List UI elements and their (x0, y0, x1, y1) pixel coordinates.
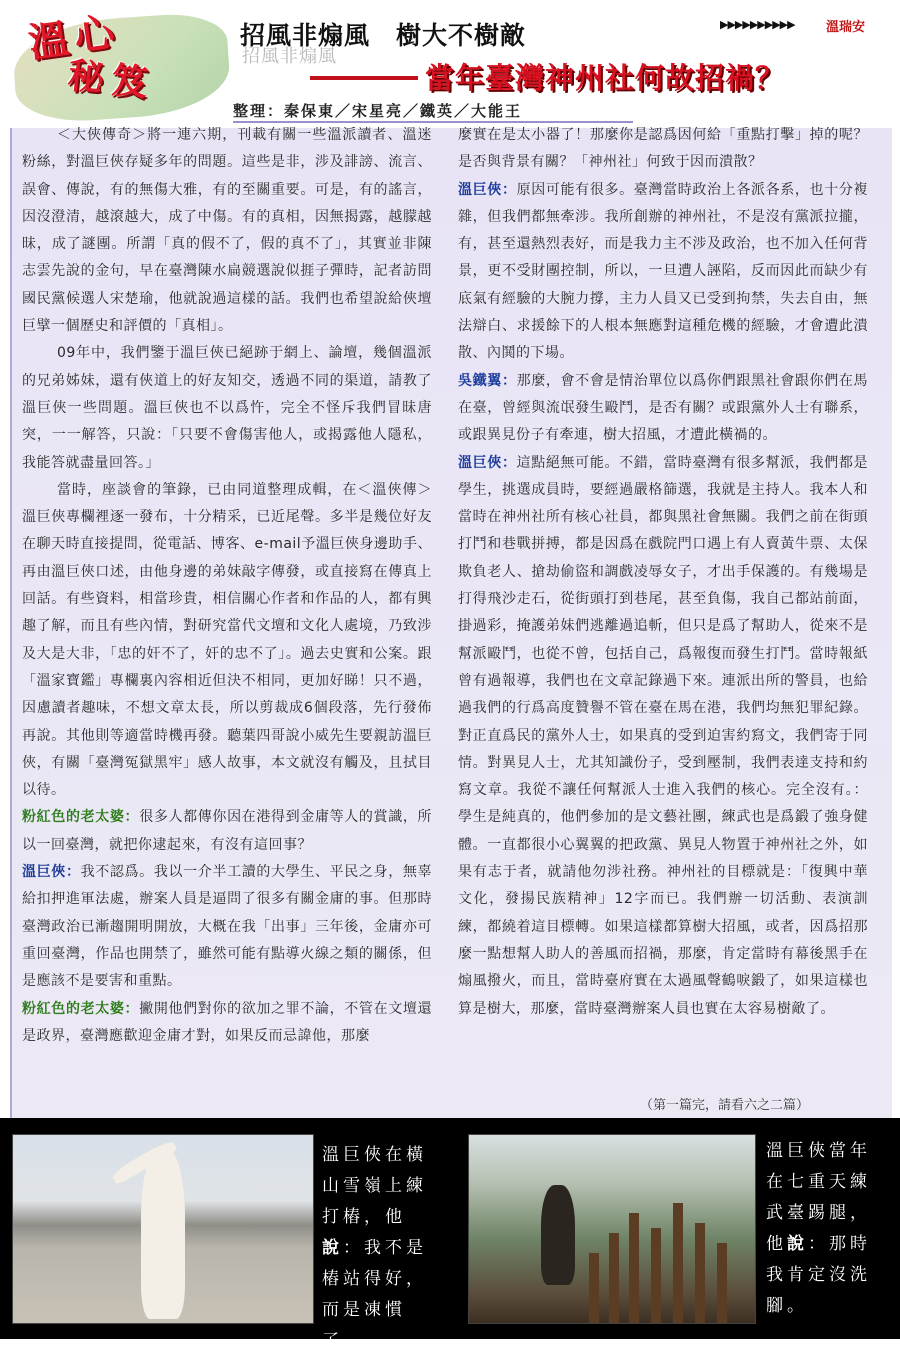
article-subtitle: 招風非煽風 樹大不樹敵 (240, 21, 527, 50)
speaker-label: 溫巨俠： (22, 864, 81, 881)
article-headline: 當年臺灣神州社何故招禍？ (425, 61, 786, 95)
dialogue-entry (22, 859, 432, 995)
dialogue-entry (458, 450, 868, 1023)
right-column (458, 122, 868, 1082)
caption-text: 溫巨俠在橫山雪嶺上練打樁，他 (322, 1145, 427, 1227)
editor-credit: 整理：秦保東／宋星亮／鐵英／大能王 (233, 102, 523, 120)
subtitle-watermark: 招風非煽風 (242, 46, 337, 67)
end-note: （第一篇完，請看六之二篇） (640, 1098, 810, 1113)
training-post (609, 1233, 619, 1323)
caption-bold-word: 說 (322, 1238, 343, 1258)
training-post (673, 1203, 683, 1323)
left-column (22, 122, 432, 1112)
intro-paragraph-3: 當時，座談會的筆錄，已由同道整理成輯，在＜溫俠傳＞溫巨俠專欄裡逐一發布，十分精采，已近尾聲。多半是幾位好友在聊天時直接提問，從電話、博客、e-mail予溫巨俠身邊助手、再由溫巨俠口述，由他身邊的弟妹敲字傳發，或直接寫在傳真上回話。有些資料，相當珍貴，相信關心作者和作品的人，都有興趣了解，而且有些內情，對研究當代文壇和文化人處境，乃致涉及大是大非，「忠的奸不了，奸的忠不了」。過去史實和公案。跟「溫家寶鑑」專欄裏內容相近但決不相同，更加好睇！只不過，因慮讀者趣味，不想文章太長，所以剪裁成6個段落，先行發佈再說。其他則等適當時機再發。聽葉四哥說小威先生要親訪溫巨俠，有關「臺灣冤獄黑牢」感人故事，本文就沒有觸及，且拭目以待。 (22, 481, 432, 799)
dialogue-text: 撇開他們對你的欲加之罪不論，不管在文壇還是政界，臺灣應歡迎金庸才對，如果反而忌諱他，那麼 (22, 1000, 432, 1044)
caption-text: ：我不是樁站得好，而是凍慣了。 (322, 1238, 427, 1351)
speaker-label: 粉紅色的老太婆： (22, 809, 140, 826)
training-post (629, 1213, 639, 1323)
author-name: 溫瑞安 (826, 20, 866, 35)
photo-caption-2 (766, 1136, 888, 1322)
speaker-label: 溫巨俠： (458, 454, 517, 471)
speaker-label: 溫巨俠： (458, 181, 517, 198)
training-post (651, 1228, 661, 1323)
caption-text: ：那時我肯定沒洗腳。 (766, 1234, 871, 1316)
dialogue-entry (22, 996, 432, 1051)
training-post (695, 1223, 705, 1323)
dialogue-text: 那麼，會不會是情治單位以爲你們跟黑社會跟你們在馬在臺，曾經與流氓發生毆鬥，是否有關？或跟黨外人士有聯系，或跟異見份子有牽連，樹大招風，才遭此橫禍的。 (458, 372, 868, 444)
dialogue-text: 原因可能有很多。臺灣當時政治上各派各系，也十分複雜，但我們都無牽涉。我所創辦的神州社，不是沒有黨派拉攏，有，甚至還熱烈表好，而是我力主不涉及政治，也不加入任何背景，更不受財團控制，所以，一旦遭人誣陷，反而因此而缺少有底氣有經驗的大腕力撐，主力人員又已受到拘禁，失去自由，無法辯白、求援餘下的人根本無應對這種危機的經驗，才會遭此潰散、內鬨的下場。 (458, 181, 868, 362)
training-post (717, 1243, 727, 1323)
training-post (589, 1253, 599, 1323)
dialogue-text: 很多人都傳你因在港得到金庸等人的賞識，所以一回臺灣，就把你逮起來，有沒有這回事？ (22, 809, 432, 853)
photo-snow-ridge-training (12, 1134, 314, 1324)
logo-text-line1: 溫心 (25, 7, 124, 68)
headline-dash-decoration (310, 76, 418, 80)
article-header (0, 0, 900, 128)
martial-artist-figure (141, 1149, 185, 1319)
speaker-label: 粉紅色的老太婆： (22, 1000, 140, 1017)
caption-bold-word: 說 (787, 1234, 808, 1254)
dialogue-text: 這點絕無可能。不錯，當時臺灣有很多幫派，我們都是學生，挑選成員時，要經過嚴格篩選，我就是主持人。我本人和當時在神州社所有核心社員，都與黑社會無關。我們之前在街頭打鬥和巷戰拼搏，都是因爲在戲院門口遇上有人賣黃牛票、太保欺負老人、搶劫偷盜和調戲凌辱女子，才出手保護的。有幾場是打得飛沙走石，從街頭打到巷尾，甚至負傷，我自己都站前面，掛過彩，掩護弟妹們逃離過追斬，但只是爲了幫助人，從來不是幫派毆鬥，也從不曾，包括自己，爲報復而發生打鬥。當時報紙曾有過報導，我們也在文章記錄過下來。連派出所的警員，也給過我們的行爲高度贊譽不管在臺在馬在港，我們均無犯罪紀錄。對正直爲民的黨外人士，如果真的受到迫害約寫文，我們寄于同情。對異見人士，尤其知識份子，受到壓制，我們表達支持和約寫文章。我從不讓任何幫派人士進入我們的核心。完全沒有。：學生是純真的，他們參加的是文藝社團，練武也是爲鍛了強身健體。一直都很小心翼翼的把政黨、異見人物置于神州社之外，如果有志于者，就請他勿涉社務。神州社的目標就是：「復興中華文化，發揚民族精神」12字而已。我們辦一切活動、表演訓練，都繞着這目標轉。如果這樣都算樹大招風，或者，因爲招那麼一點想幫人助人的善風而招禍，那麼，肯定當時有幕後黑手在煽風撥火，而且，當時臺府實在太過風聲鶴唳鍛了，如果這樣也算是樹大，那麼，當時臺灣辦案人員也實在太容易樹敵了。 (458, 454, 868, 1017)
continued-text: 麼實在是太小器了！那麼你是認爲因何給「重點打擊」掉的呢？是否與背景有關？「神州社」何致于因而潰散？ (458, 127, 868, 171)
dialogue-entry (458, 177, 868, 368)
photo-caption-1 (322, 1140, 434, 1357)
intro-paragraph-2: 09年中，我們鑒于溫巨俠已絕跡于網上、論壇，幾個溫派的兄弟姊妹，還有俠道上的好友知交，透過不同的渠道，請教了溫巨俠一些問題。溫巨俠也不以爲忤，完全不怪斥我們冒昧唐突，一一解答，只說：「只要不會傷害他人，或揭露他人隱私，我能答就盡量回答。」 (22, 345, 432, 471)
dialogue-entry (22, 804, 432, 859)
photo-martial-platform (468, 1134, 756, 1324)
arrow-decoration-icon: ▶▶▶▶▶▶▶▶▶▶ (720, 18, 795, 31)
speaker-label: 吳鐵翼： (458, 372, 517, 389)
caption-text: 溫巨俠當年在七重天練武臺踢腿，他 (766, 1141, 871, 1254)
intro-paragraph-1: ＜大俠傳奇＞將一連六期，刊載有關一些溫派讀者、溫迷粉絲，對溫巨俠存疑多年的問題。這些是非，涉及誹謗、流言、誤會、傳說，有的無傷大雅，有的至關重要。可是，有的謠言，因沒澄清，越滾越大，成了中傷。有的真相，因無揭露，越朦越昧，成了謎團。所謂「真的假不了，假的真不了」，其實並非陳志雲先說的金句，早在臺灣陳水扁競選說似捱子彈時，記者訪問國民黨候選人宋楚瑜，他就說過這樣的話。我們也希望說給俠壇巨擘一個歷史和評價的「真相」。 (22, 127, 432, 335)
dialogue-text: 我不認爲。我以一介半工讀的大學生、平民之身，無辜給扣押進軍法處，辦案人員是逼問了很多有關金庸的事。但那時臺灣政治已漸趨開明開放，大概在我「出事」三年後，金庸亦可重回臺灣，作品也開禁了，雖然可能有點導火線之類的關係，但是應該不是要害和重點。 (22, 864, 432, 990)
dialogue-entry (458, 368, 868, 450)
logo-text-line2: 秘笈 (65, 54, 158, 106)
martial-artist-figure (541, 1185, 575, 1285)
